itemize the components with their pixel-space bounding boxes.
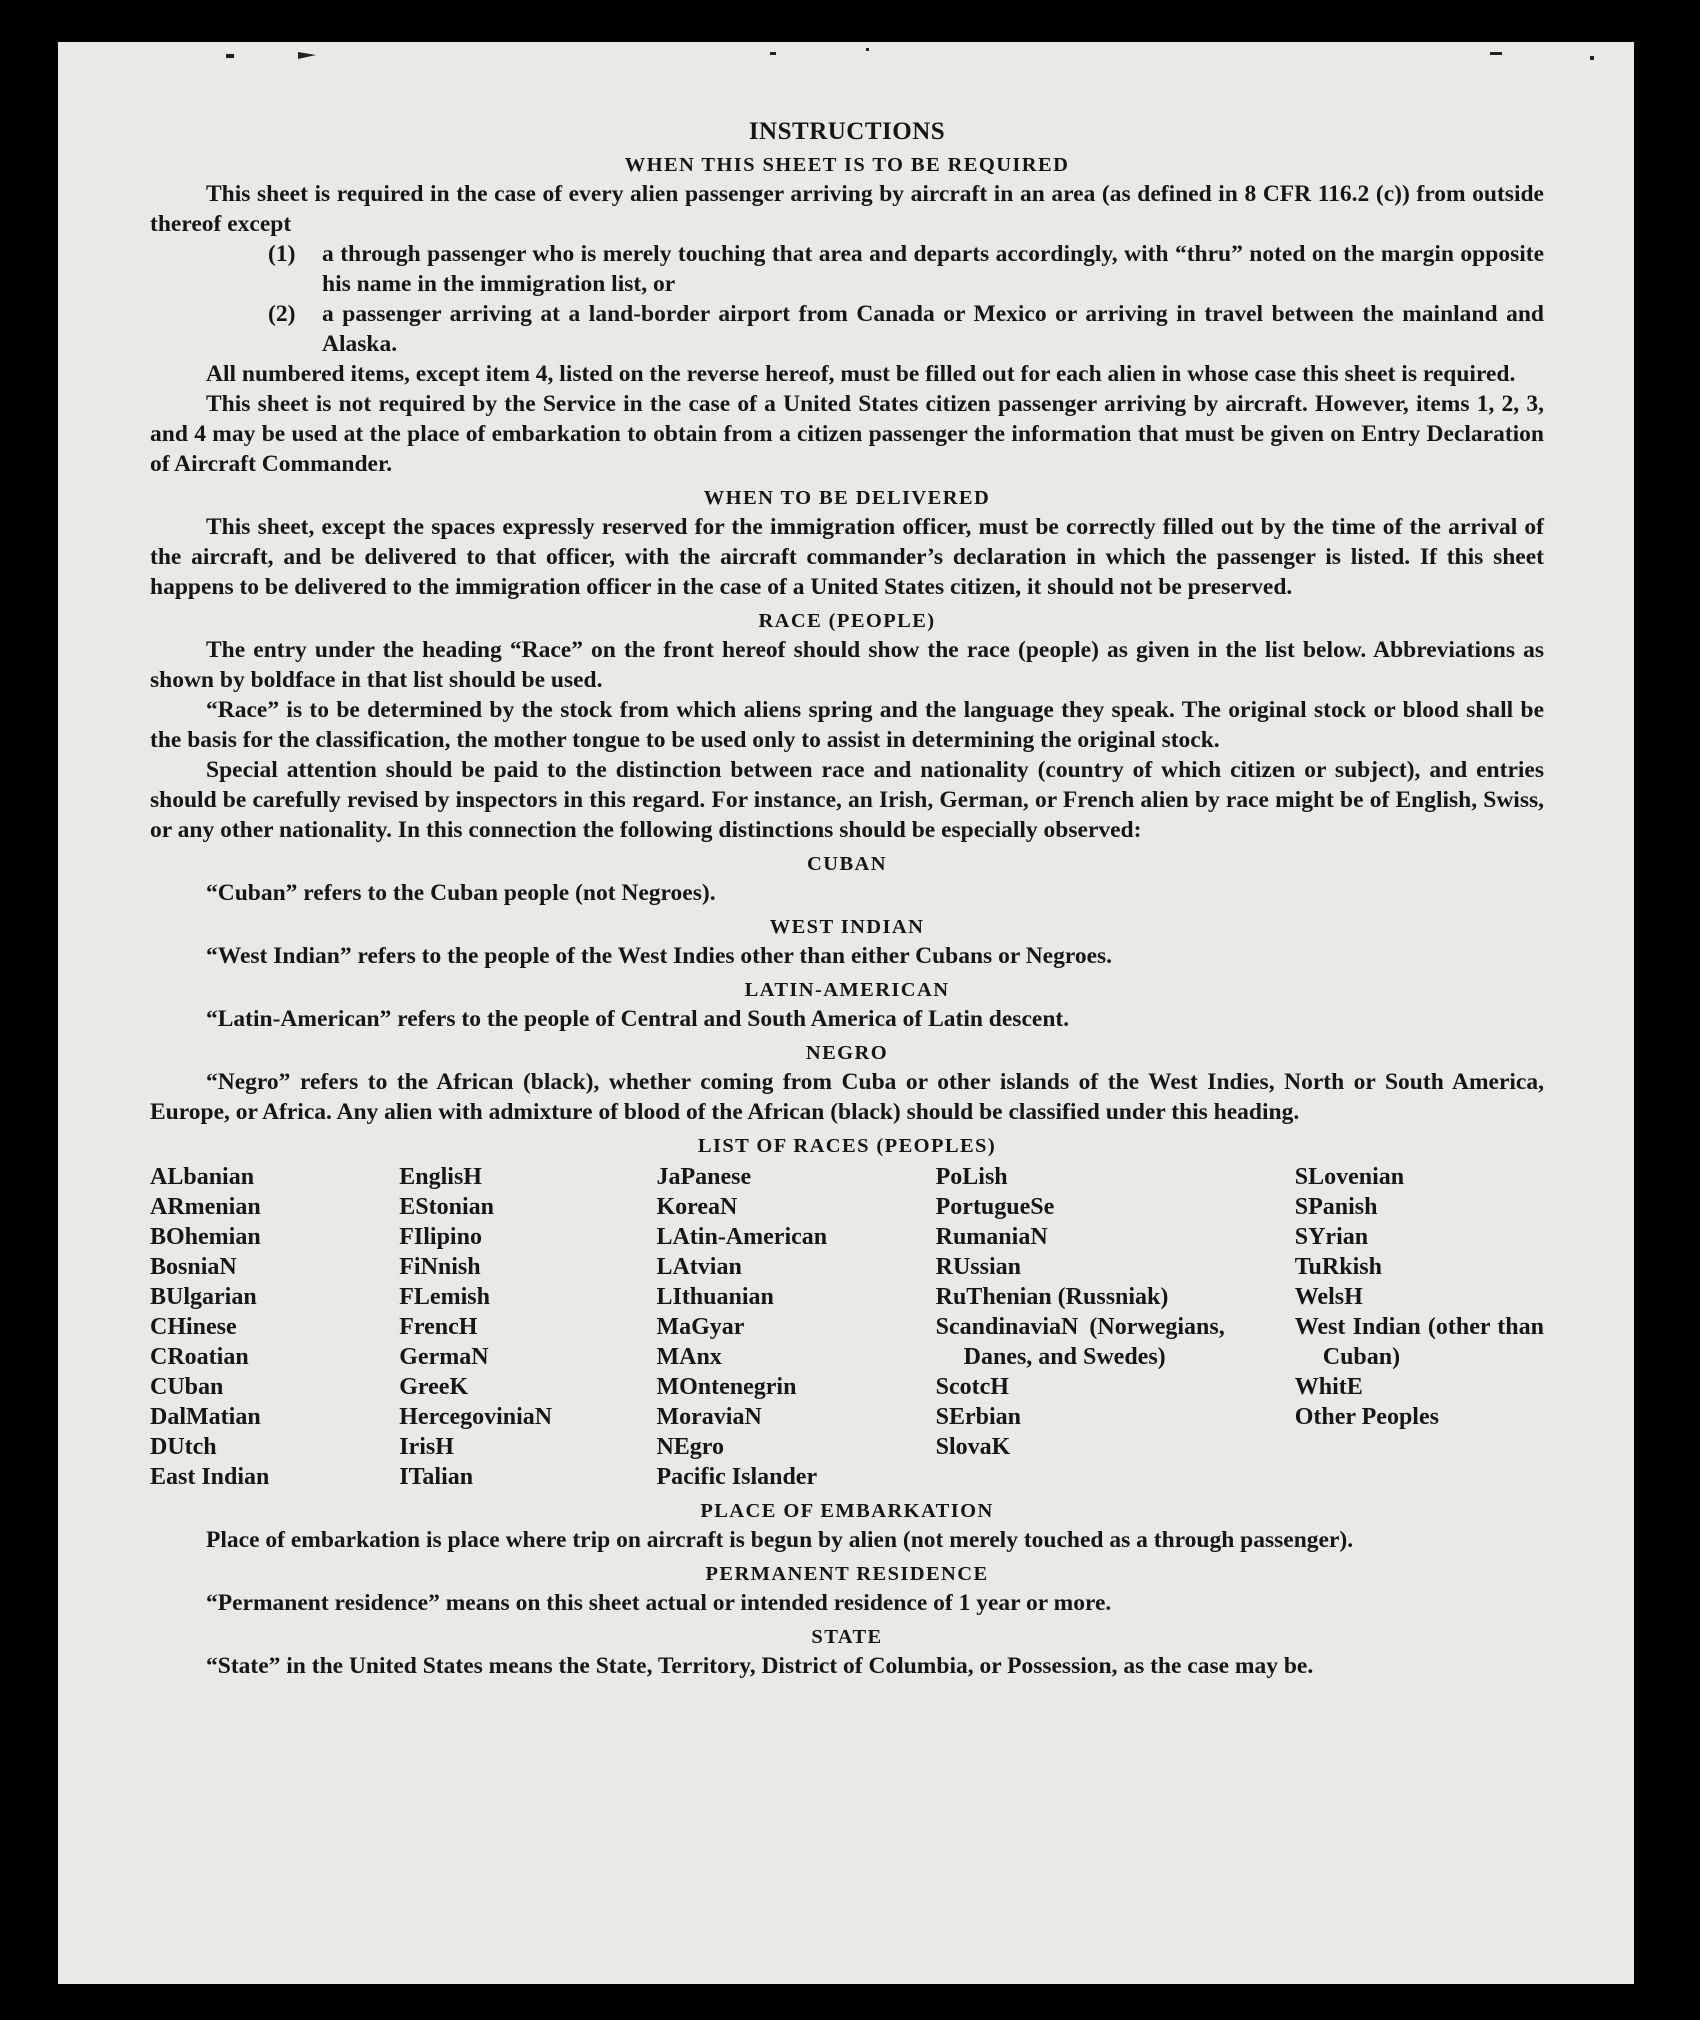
race-column (936, 1162, 1225, 1492)
race-entry: IrisH (399, 1434, 454, 1460)
paragraph: “Permanent residence” means on this sheet actual or intended residence of 1 year or more. (206, 1590, 1112, 1616)
race-entry: ARmenian (150, 1194, 261, 1220)
race-entry: DalMatian (150, 1404, 261, 1430)
race-entry: CRoatian (150, 1344, 249, 1370)
race-entry: ITalian (399, 1464, 474, 1490)
race-entry: BUlgarian (150, 1284, 257, 1310)
section-heading: STATE (811, 1626, 883, 1648)
race-entry: FiNnish (399, 1254, 481, 1280)
paragraph: The entry under the heading “Race” on the front hereof should show the race (people) as given in the list below. Abbreviations as shown by boldface in that list should be used. (150, 637, 1544, 693)
item-number: (2) (268, 301, 296, 327)
race-entry: RUssian (935, 1254, 1021, 1280)
race-entry: ALbanian (150, 1164, 255, 1190)
race-entry: HercegoviniaN (399, 1404, 553, 1430)
scan-specks (58, 42, 1634, 102)
section-heading: NEGRO (805, 1042, 889, 1064)
paragraph: Special attention should be paid to the distinction between race and nationality (country of which citizen or subject), and entries should be carefully revised by inspectors in this regard. For instance, an Irish, German, or French alien by race might be of English, Swiss, or any other nationality. In this connection the following distinctions should be especially observed: (150, 757, 1544, 843)
race-entry: Other Peoples (1294, 1404, 1439, 1430)
paragraph: “Cuban” refers to the Cuban people (not Negroes). (206, 880, 716, 906)
list-item (268, 239, 1544, 299)
paragraph: “Negro” refers to the African (black), whether coming from Cuba or other islands of the West Indies, North or South America, Europe, or Africa. Any alien with admixture of blood of the African (black) should be classified under this heading. (150, 1069, 1544, 1125)
list-item (268, 299, 1544, 359)
paragraph: “West Indian” refers to the people of the West Indies other than either Cubans or Negroes. (206, 943, 1113, 969)
race-entry: MoraviaN (656, 1404, 762, 1430)
race-entry: FIlipino (399, 1224, 482, 1250)
item-text: a passenger arriving at a land-border airport from Canada or Mexico or arriving in travel between the mainland and Alaska. (322, 301, 1544, 357)
race-entry: East Indian (150, 1464, 270, 1490)
section-heading: PERMANENT RESIDENCE (705, 1563, 989, 1585)
race-column (150, 1162, 399, 1492)
race-entry: RuThenian (Russniak) (935, 1284, 1169, 1310)
race-entry: LIthuanian (656, 1284, 774, 1310)
race-entry: SlovaK (935, 1434, 1011, 1460)
race-entry: Pacific Islander (656, 1464, 818, 1490)
race-entry: BosniaN (150, 1254, 237, 1280)
race-entry: GreeK (399, 1374, 469, 1400)
race-entry: DUtch (150, 1434, 217, 1460)
race-entry: PoLish (935, 1164, 1008, 1190)
section-heading: CUBAN (807, 853, 887, 875)
race-entry: SPanish (1294, 1194, 1378, 1220)
item-text: a through passenger who is merely touching that area and departs accordingly, with “thru” noted on the margin opposite his name in the immigration list, or (322, 241, 1544, 297)
race-entry: SLovenian (1294, 1164, 1405, 1190)
section-heading: WHEN THIS SHEET IS TO BE REQUIRED (624, 154, 1070, 176)
section-heading: RACE (PEOPLE) (758, 610, 936, 632)
paragraph: This sheet is not required by the Service in the case of a United States citizen passenger arriving by aircraft. However, items 1, 2, 3, and 4 may be used at the place of embarkation to obtain from a citizen passenger the information that must be given on Entry Declaration of Aircraft Commander. (150, 391, 1544, 477)
race-list (150, 1162, 1544, 1492)
section-heading: LIST OF RACES (PEOPLES) (697, 1135, 997, 1157)
paragraph: All numbered items, except item 4, listed on the reverse hereof, must be filled out for each alien in whose case this sheet is required. (206, 361, 1516, 387)
race-entry: CUban (150, 1374, 224, 1400)
race-entry: WhitE (1294, 1374, 1363, 1400)
race-entry: MaGyar (656, 1314, 745, 1340)
race-entry: BOhemian (150, 1224, 261, 1250)
paragraph: “Race” is to be determined by the stock from which aliens spring and the language they speak. The original stock or blood shall be the basis for the classification, the mother tongue to be used only to assist in determining the original stock. (150, 697, 1544, 753)
race-entry: PortugueSe (935, 1194, 1055, 1220)
race-entry: EnglisH (399, 1164, 482, 1190)
race-entry: LAtin-American (656, 1224, 828, 1250)
page-title: INSTRUCTIONS (748, 118, 946, 145)
race-entry: EStonian (399, 1194, 494, 1220)
item-number: (1) (268, 241, 296, 267)
paragraph: This sheet, except the spaces expressly reserved for the immigration officer, must be correctly filled out by the time of the arrival of the aircraft, and be delivered to that officer, with the aircraft commander’s declaration in which the passenger is listed. If this sheet happens to be delivered to the immigration officer in the case of a United States citizen, it should not be preserved. (150, 514, 1544, 600)
race-entry: CHinese (150, 1314, 237, 1340)
race-entry: TuRkish (1294, 1254, 1382, 1280)
race-column (1295, 1162, 1544, 1492)
race-entry: SYrian (1294, 1224, 1369, 1250)
race-entry: KoreaN (656, 1194, 738, 1220)
race-entry: ScandinaviaN (Norwegians, Danes, and Swedes) (935, 1314, 1225, 1370)
race-entry: MAnx (656, 1344, 722, 1370)
race-entry: MOntenegrin (656, 1374, 797, 1400)
race-column (656, 1162, 935, 1492)
race-entry: WelsH (1294, 1284, 1363, 1310)
document-sheet (58, 42, 1634, 1984)
paragraph: “State” in the United States means the State, Territory, District of Columbia, or Possession, as the case may be. (206, 1653, 1314, 1679)
race-entry: NEgro (656, 1434, 725, 1460)
race-entry: West Indian (other than Cuban) (1294, 1314, 1544, 1370)
race-entry: FLemish (399, 1284, 490, 1310)
race-entry: RumaniaN (935, 1224, 1048, 1250)
race-column (399, 1162, 656, 1492)
section-heading: WEST INDIAN (769, 916, 925, 938)
race-entry: LAtvian (656, 1254, 742, 1280)
race-entry: FrencH (399, 1314, 478, 1340)
paragraph: Place of embarkation is place where trip on aircraft is begun by alien (not merely touched as a through passenger). (206, 1527, 1354, 1553)
race-entry: ScotcH (935, 1374, 1009, 1400)
paragraph: “Latin-American” refers to the people of Central and South America of Latin descent. (206, 1006, 1070, 1032)
race-entry: JaPanese (656, 1164, 752, 1190)
section-heading: LATIN-AMERICAN (744, 979, 950, 1001)
section-heading: WHEN TO BE DELIVERED (703, 487, 991, 509)
section-heading: PLACE OF EMBARKATION (700, 1500, 994, 1522)
race-entry: SErbian (935, 1404, 1021, 1430)
race-entry: GermaN (399, 1344, 489, 1370)
paragraph: This sheet is required in the case of every alien passenger arriving by aircraft in an area (as defined in 8 CFR 116.2 (c)) from outside thereof except (150, 181, 1544, 237)
